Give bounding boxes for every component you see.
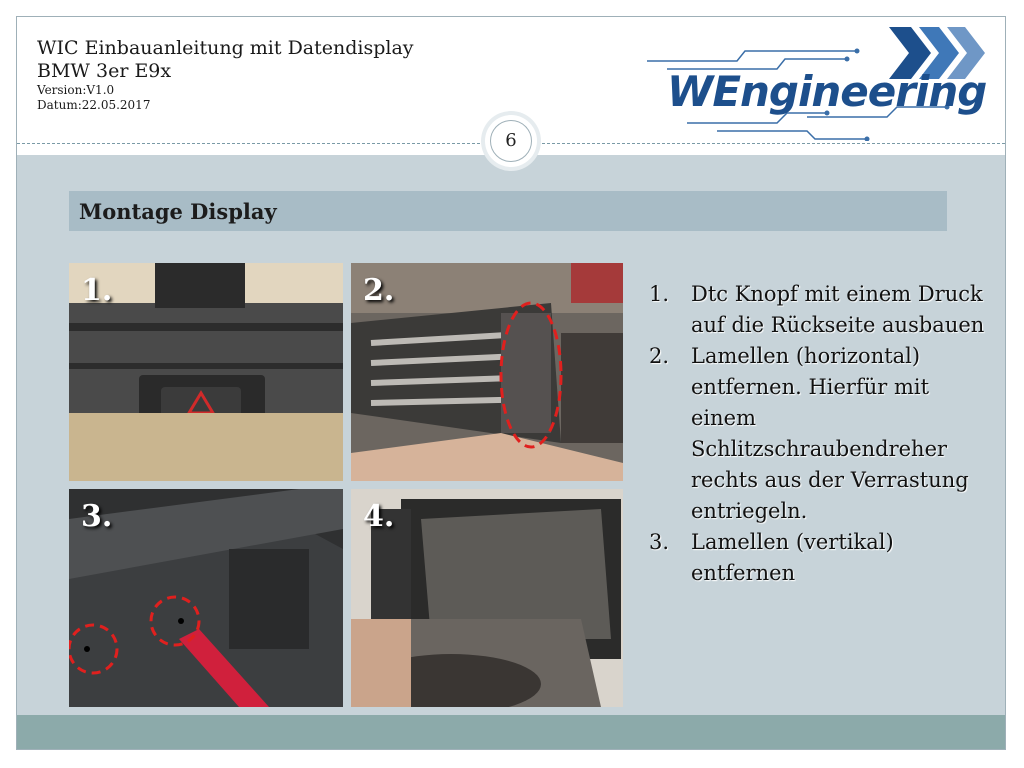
photo-4-label: 4. [363,499,395,534]
photo-2-label: 2. [363,273,395,308]
section-title: Montage Display [79,199,277,224]
step-index: 1. [649,282,670,306]
page-number: 6 [490,120,532,162]
photo-1-label: 1. [81,273,113,308]
instruction-list [649,279,989,589]
section-header [69,191,947,231]
footer-band [17,715,1005,749]
step-text: Lamellen (vertikal) entfernen [691,530,894,585]
instruction-step [649,279,989,341]
step-text: Dtc Knopf mit einem Druck auf die Rückseite ausbauen [691,282,985,337]
photo-3-label: 3. [81,499,113,534]
photo-2 [351,263,623,481]
instruction-step [649,527,989,589]
page-number-badge [485,115,537,167]
version-label: Version:V1.0 [37,83,115,97]
document-title: WIC Einbauanleitung mit Datendisplay [37,37,414,59]
date-label: Datum:22.05.2017 [37,98,151,112]
photo-3 [69,489,343,707]
step-index: 3. [649,530,670,554]
instruction-step [649,341,989,527]
slide [16,16,1006,750]
photo-1 [69,263,343,481]
step-index: 2. [649,344,670,368]
step-text: Lamellen (horizontal) entfernen. Hierfür mit einem Schlitzschraubendreher rechts aus der Verrastung entriegeln. [691,344,969,523]
logo-text: WEngineering [667,67,987,116]
photo-4 [351,489,623,707]
vehicle-model: BMW 3er E9x [37,60,172,82]
header-text-block [37,37,414,113]
